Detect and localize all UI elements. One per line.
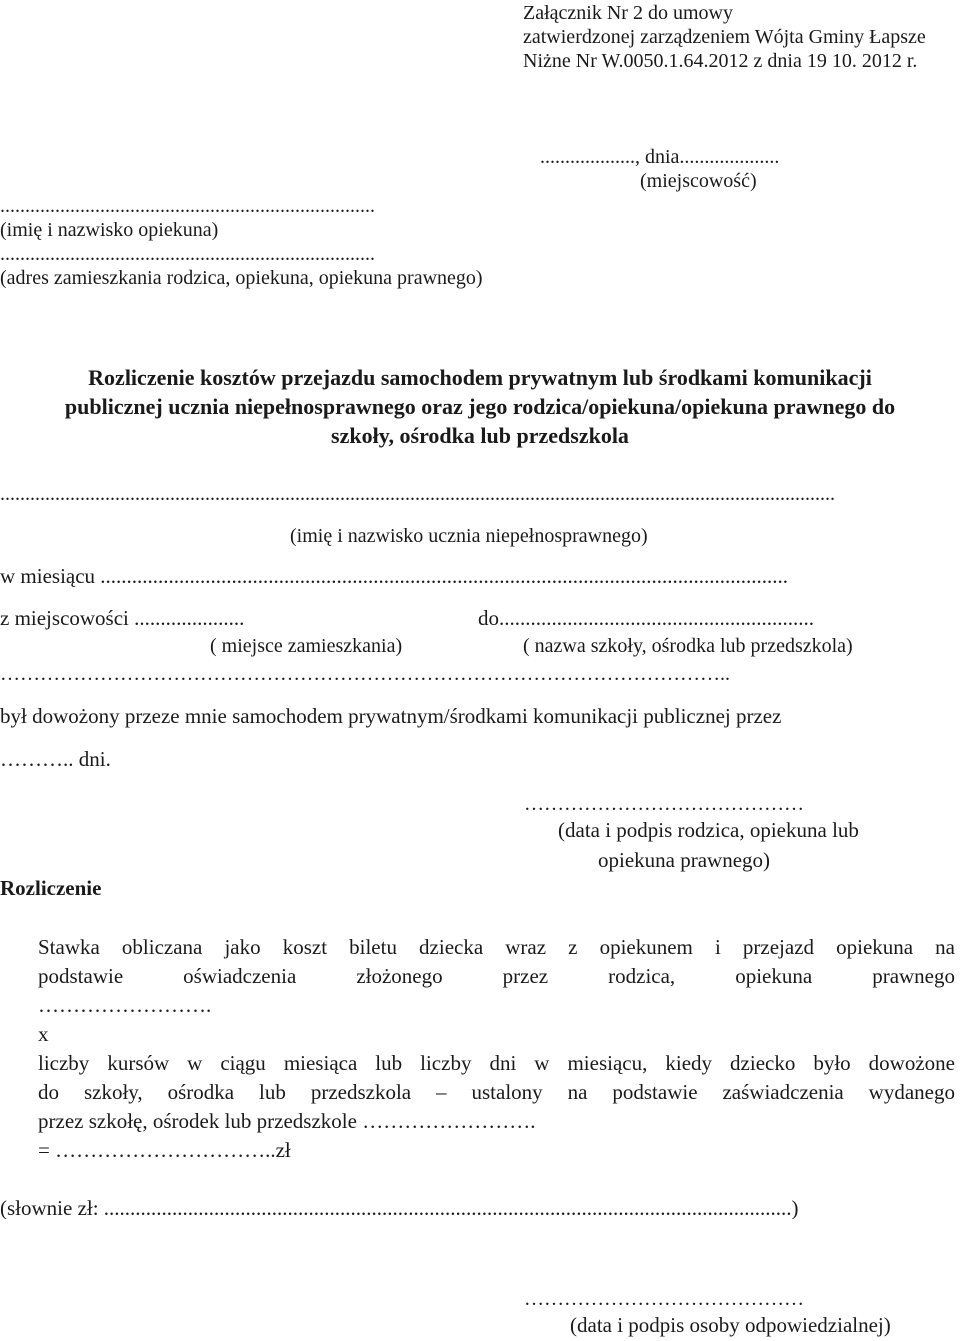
guardian-address-caption: (adres zamieszkania rodzica, opiekuna, opiekuna prawnego) [0, 267, 483, 289]
route-to-caption: ( nazwa szkoły, ośrodka lub przedszkola) [523, 635, 853, 657]
amount-in-words-line: (słownie zł: ...................................................................................................................................) [0, 1198, 799, 1219]
parent-signature-dots: …………………………………… [524, 793, 804, 815]
route-to-line: do............................................................ [478, 608, 814, 629]
official-signature-dots: …………………………………… [524, 1288, 804, 1310]
guardian-name-dots: ........................................................................... [0, 195, 375, 217]
document-title-line-3: szkoły, ośrodka lub przedszkola [331, 423, 629, 448]
month-line: w miesiącu ................................................................................................................................... [0, 566, 789, 587]
rate-amount-dots: ……………………. [38, 993, 212, 1017]
transported-statement: był dowożony przeze mnie samochodem prywatnym/środkami komunikacji publicznej przez [0, 704, 782, 728]
place-date-line: ..................., dnia.................... [540, 146, 780, 168]
settlement-heading: Rozliczenie [0, 876, 102, 900]
rate-paragraph-line-2: podstawie oświadczenia złożonego przez rodzica, opiekuna prawnego [38, 964, 955, 988]
trips-paragraph-line-3: przez szkołę, ośrodek lub przedszkole ……………………. [38, 1109, 536, 1133]
parent-signature-caption-1: (data i podpis rodzica, opiekuna lub [558, 818, 859, 842]
route-from-caption: ( miejsce zamieszkania) [210, 635, 403, 657]
official-signature-caption: (data i podpis osoby odpowiedzialnej) [570, 1313, 891, 1337]
rate-paragraph-line-1: Stawka obliczana jako koszt biletu dziecka wraz z opiekunem i przejazd opiekuna na [38, 935, 955, 959]
attachment-line-2: zatwierdzonej zarządzeniem Wójta Gminy Łapsze [523, 26, 926, 48]
route-dots-line: ……………………………………………………………………………………………….. [0, 664, 730, 684]
guardian-address-dots: ........................................................................... [0, 243, 375, 265]
trips-paragraph-line-1: liczby kursów w ciągu miesiąca lub liczby dni w miesiącu, kiedy dziecko było dowożone [38, 1051, 955, 1075]
document-title-line-2: publicznej ucznia niepełnosprawnego oraz jego rodzica/opiekuna/opiekuna prawnego do [64, 394, 896, 419]
student-name-dots: ....................................................................................................................................................................... [0, 484, 835, 504]
guardian-name-caption: (imię i nazwisko opiekuna) [0, 219, 219, 241]
place-caption: (miejscowość) [640, 170, 757, 192]
document-title-line-1: Rozliczenie kosztów przejazdu samochodem prywatnym lub środkami komunikacji [88, 365, 872, 390]
total-amount-line: = …………………………..zł [38, 1138, 291, 1162]
parent-signature-caption-2: opiekuna prawnego) [598, 848, 771, 872]
route-from-line: z miejscowości ..................... [0, 606, 245, 630]
student-name-caption: (imię i nazwisko ucznia niepełnosprawnego) [290, 525, 648, 547]
trips-paragraph-line-2: do szkoły, ośrodka lub przedszkola – ustalony na podstawie zaświadczenia wydanego [38, 1080, 955, 1104]
attachment-title: Załącznik Nr 2 do umowy [523, 2, 733, 24]
days-line: ……….. dni. [0, 747, 111, 771]
multiply-sign: x [38, 1022, 49, 1046]
attachment-line-3: Niżne Nr W.0050.1.64.2012 z dnia 19 10. 2012 r. [523, 50, 918, 72]
